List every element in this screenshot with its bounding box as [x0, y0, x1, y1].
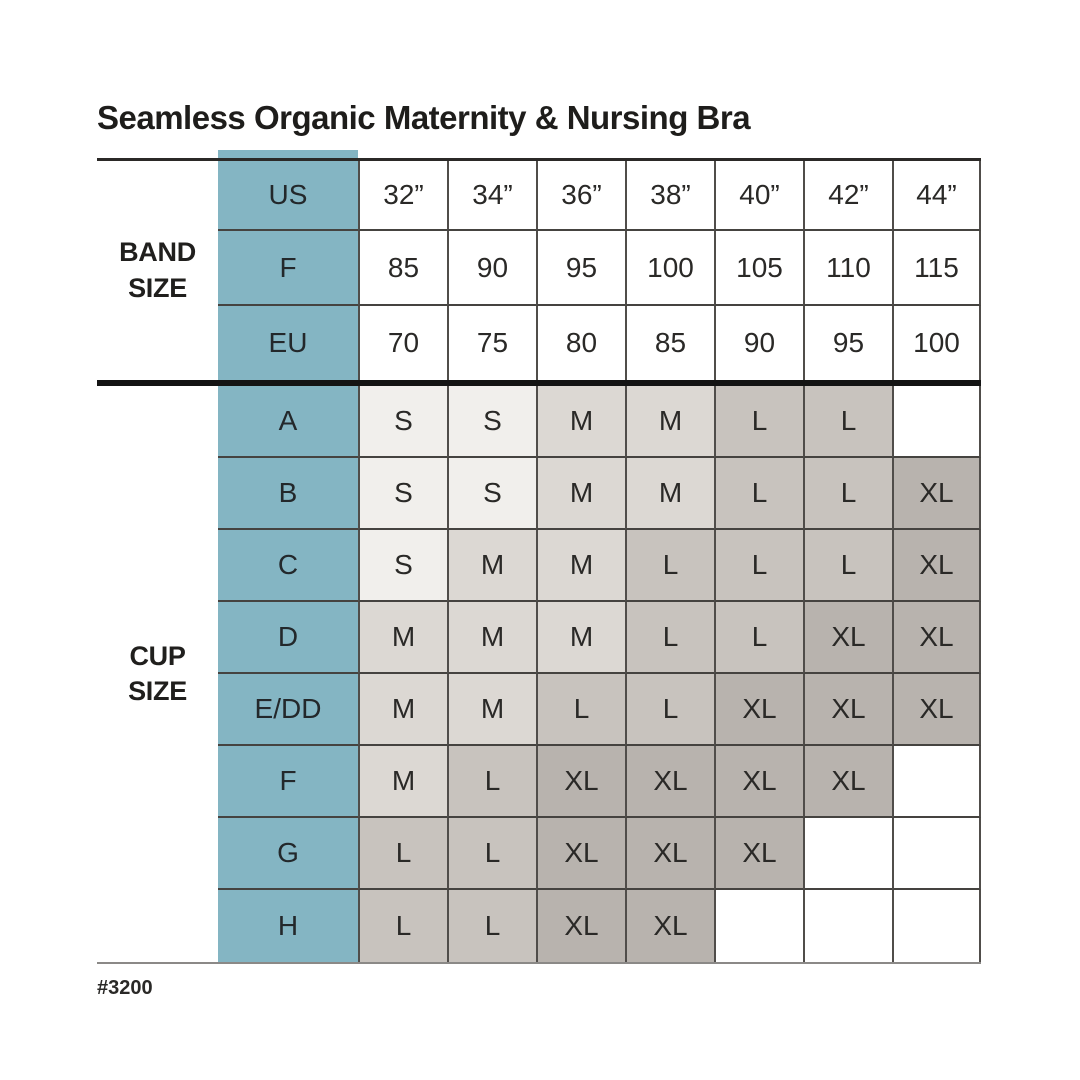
page-title: Seamless Organic Maternity & Nursing Bra	[97, 99, 751, 136]
size-value-cell: M	[536, 458, 625, 530]
size-value-cell: XL	[625, 890, 714, 962]
size-value-cell: XL	[714, 674, 803, 746]
size-value-cell: M	[625, 458, 714, 530]
empty-cell	[892, 890, 981, 962]
band-value-cell: 34”	[447, 161, 536, 231]
section-divider-rule	[97, 380, 981, 386]
size-value-cell: L	[714, 602, 803, 674]
size-value-cell: L	[714, 386, 803, 458]
size-value-cell: S	[358, 530, 447, 602]
size-value-cell: L	[536, 674, 625, 746]
size-value-cell: S	[358, 458, 447, 530]
band-value-cell: 70	[358, 306, 447, 380]
size-value-cell: L	[625, 602, 714, 674]
band-value-cell: 90	[714, 306, 803, 380]
size-value-cell: M	[358, 602, 447, 674]
band-value-cell: 90	[447, 231, 536, 306]
band-value-cell: 105	[714, 231, 803, 306]
size-value-cell: M	[536, 530, 625, 602]
band-row-label-us: US	[218, 161, 358, 231]
band-value-cell: 40”	[714, 161, 803, 231]
band-value-cell: 32”	[358, 161, 447, 231]
size-value-cell: L	[803, 530, 892, 602]
empty-cell	[714, 890, 803, 962]
size-value-cell: XL	[714, 746, 803, 818]
size-value-cell: M	[358, 746, 447, 818]
empty-cell	[892, 746, 981, 818]
size-value-cell: L	[625, 530, 714, 602]
band-value-cell: 95	[803, 306, 892, 380]
product-code: #3200	[97, 977, 153, 999]
band-value-cell: 100	[892, 306, 981, 380]
size-value-cell: L	[714, 458, 803, 530]
size-chart-table	[97, 158, 981, 964]
size-value-cell: L	[625, 674, 714, 746]
size-value-cell: XL	[625, 746, 714, 818]
empty-cell	[892, 818, 981, 890]
cup-row-label-edd: E/DD	[218, 674, 358, 746]
empty-cell	[803, 890, 892, 962]
size-value-cell: XL	[803, 602, 892, 674]
size-value-cell: XL	[892, 674, 981, 746]
size-value-cell: L	[803, 458, 892, 530]
size-value-cell: XL	[803, 746, 892, 818]
size-value-cell: XL	[714, 818, 803, 890]
size-value-cell: M	[625, 386, 714, 458]
band-value-cell: 95	[536, 231, 625, 306]
size-value-cell: L	[714, 530, 803, 602]
band-value-cell: 44”	[892, 161, 981, 231]
empty-cell	[803, 818, 892, 890]
cup-row-label-f: F	[218, 746, 358, 818]
size-value-cell: XL	[803, 674, 892, 746]
band-value-cell: 38”	[625, 161, 714, 231]
band-value-cell: 36”	[536, 161, 625, 231]
band-row-label-eu: EU	[218, 306, 358, 380]
size-value-cell: XL	[625, 818, 714, 890]
size-value-cell: L	[358, 890, 447, 962]
size-value-cell: L	[447, 746, 536, 818]
cup-row-label-h: H	[218, 890, 358, 962]
size-value-cell: XL	[536, 890, 625, 962]
band-size-section-label: BAND SIZE	[97, 161, 218, 380]
size-value-cell: M	[536, 386, 625, 458]
cup-row-label-d: D	[218, 602, 358, 674]
size-value-cell: XL	[536, 818, 625, 890]
cup-row-label-a: A	[218, 386, 358, 458]
size-value-cell: M	[447, 530, 536, 602]
size-value-cell: L	[447, 818, 536, 890]
size-value-cell: M	[447, 674, 536, 746]
size-value-cell: L	[358, 818, 447, 890]
size-value-cell: XL	[892, 602, 981, 674]
band-value-cell: 85	[358, 231, 447, 306]
teal-header-cap	[218, 150, 358, 158]
size-value-cell: S	[447, 386, 536, 458]
band-value-cell: 80	[536, 306, 625, 380]
band-row-label-f: F	[218, 231, 358, 306]
size-value-cell: S	[447, 458, 536, 530]
size-value-cell: L	[447, 890, 536, 962]
band-value-cell: 100	[625, 231, 714, 306]
band-value-cell: 115	[892, 231, 981, 306]
size-value-cell: L	[803, 386, 892, 458]
empty-cell	[892, 386, 981, 458]
size-value-cell: S	[358, 386, 447, 458]
cup-row-label-c: C	[218, 530, 358, 602]
cup-row-label-b: B	[218, 458, 358, 530]
size-value-cell: XL	[892, 530, 981, 602]
size-value-cell: M	[536, 602, 625, 674]
band-value-cell: 85	[625, 306, 714, 380]
band-value-cell: 110	[803, 231, 892, 306]
band-value-cell: 75	[447, 306, 536, 380]
size-value-cell: XL	[536, 746, 625, 818]
size-value-cell: M	[447, 602, 536, 674]
band-value-cell: 42”	[803, 161, 892, 231]
size-value-cell: XL	[892, 458, 981, 530]
cup-size-section-label: CUP SIZE	[97, 386, 218, 962]
size-value-cell: M	[358, 674, 447, 746]
cup-row-label-g: G	[218, 818, 358, 890]
